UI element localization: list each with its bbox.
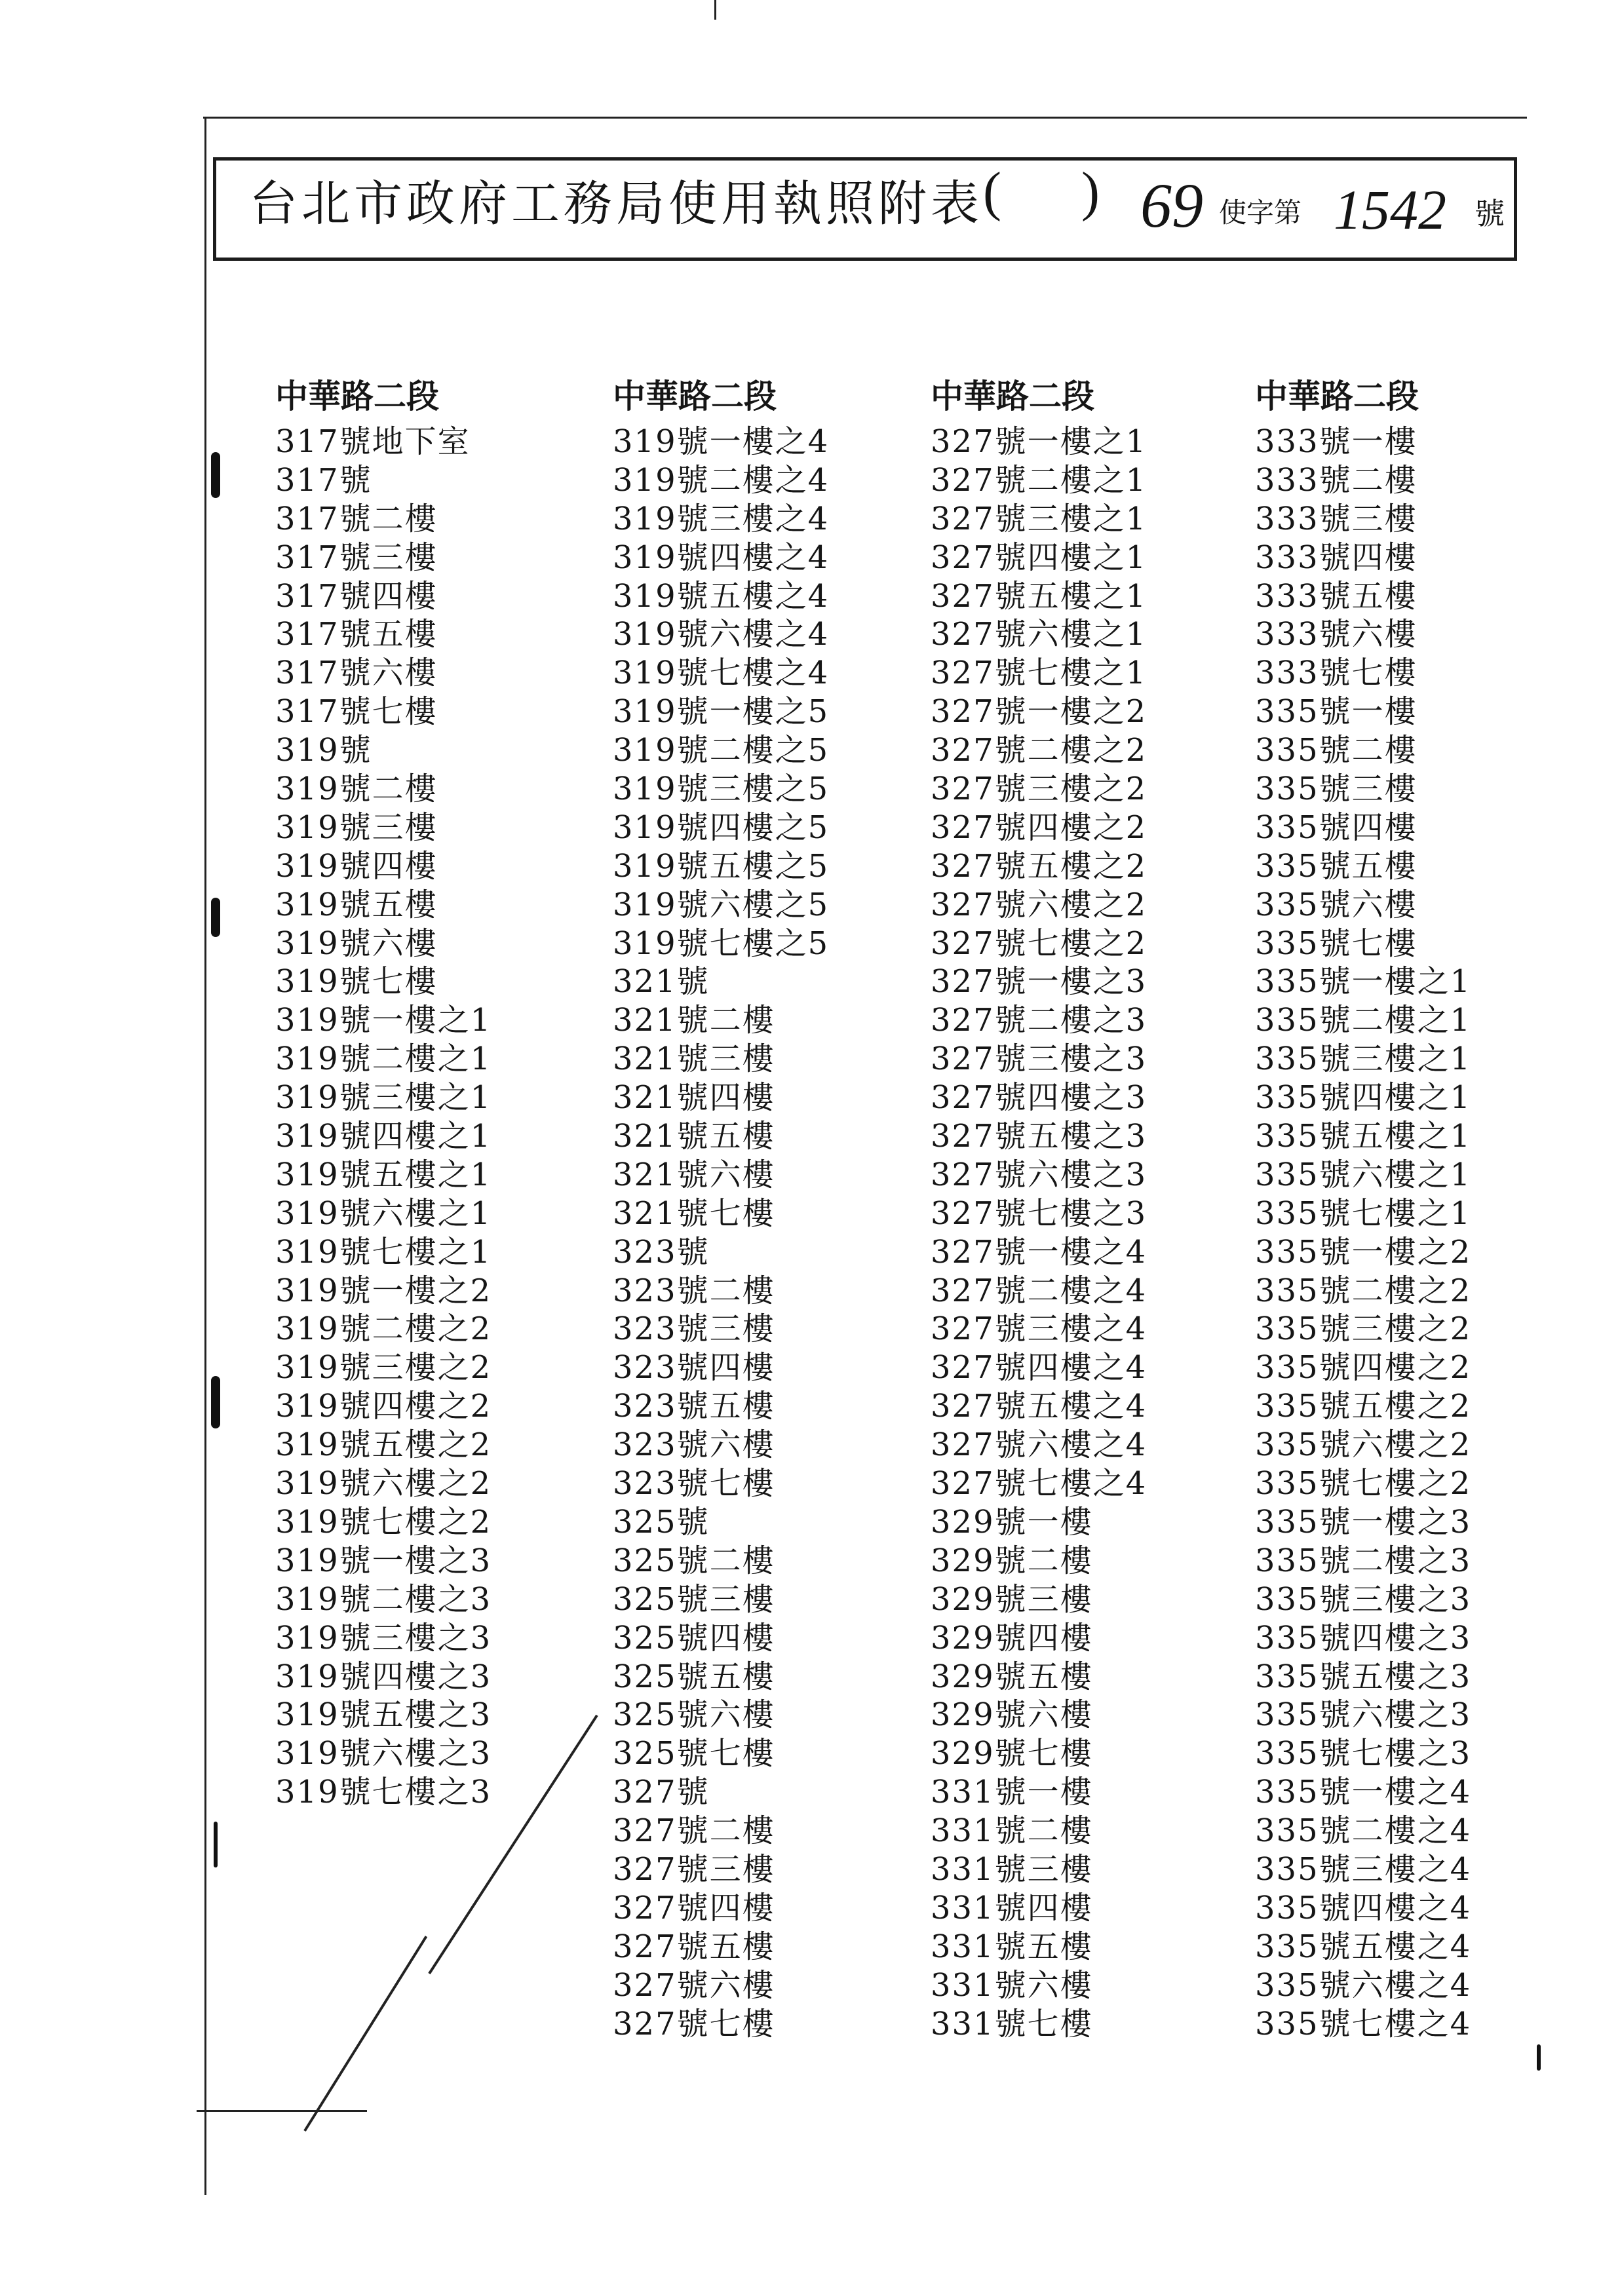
- address-entry: 319號一樓之1: [275, 1002, 492, 1039]
- address-list: [1255, 423, 1471, 2043]
- address-entry: 335號五樓之3: [1255, 1658, 1472, 1695]
- address-entry: 327號一樓之3: [931, 963, 1148, 1001]
- address-entry: 319號二樓之3: [275, 1580, 492, 1618]
- address-entry: 321號三樓: [613, 1041, 775, 1078]
- address-entry: 333號六樓: [1255, 616, 1418, 653]
- address-entry: 335號五樓: [1255, 847, 1418, 885]
- address-entry: 333號三樓: [1255, 500, 1418, 537]
- address-entry: 321號六樓: [613, 1156, 775, 1193]
- address-entry: 335號五樓之1: [1255, 1118, 1472, 1155]
- address-entry: 327號四樓之3: [931, 1079, 1148, 1117]
- address-entry: 327號七樓: [613, 2005, 775, 2042]
- address-entry: 321號四樓: [613, 1079, 775, 1117]
- address-entry: 325號二樓: [613, 1542, 775, 1579]
- address-entry: 323號五樓: [613, 1388, 775, 1425]
- address-entry: 327號六樓: [613, 1966, 775, 2004]
- address-entry: 327號三樓: [613, 1850, 775, 1888]
- address-entry: 329號三樓: [931, 1580, 1093, 1618]
- binding-mark: [211, 452, 220, 498]
- address-entry: 335號七樓之1: [1255, 1195, 1472, 1232]
- address-list: [275, 423, 492, 1812]
- address-entry: 319號七樓: [275, 963, 438, 1001]
- address-entry: 329號七樓: [931, 1735, 1093, 1772]
- address-entry: 335號三樓之1: [1255, 1041, 1472, 1078]
- address-list: [613, 423, 829, 2043]
- address-entry: 335號三樓之4: [1255, 1850, 1472, 1888]
- address-entry: 333號一樓: [1255, 423, 1418, 460]
- address-entry: 327號三樓之4: [931, 1311, 1148, 1348]
- address-entry: 333號七樓: [1255, 655, 1418, 692]
- address-entry: 325號四樓: [613, 1619, 775, 1656]
- address-entry: 319號: [275, 732, 372, 769]
- address-entry: 323號: [613, 1233, 710, 1271]
- address-entry: 319號五樓之2: [275, 1426, 492, 1464]
- address-entry: 333號二樓: [1255, 461, 1418, 499]
- address-entry: 319號七樓之5: [613, 925, 830, 962]
- address-entry: 335號一樓之4: [1255, 1774, 1472, 1811]
- address-entry: 327號七樓之1: [931, 655, 1148, 692]
- address-entry: 325號五樓: [613, 1658, 775, 1695]
- address-entry: 333號四樓: [1255, 539, 1418, 576]
- address-entry: 335號二樓之4: [1255, 1812, 1472, 1850]
- address-entry: 319號一樓之4: [613, 423, 830, 460]
- address-entry: 335號六樓之4: [1255, 1966, 1472, 2004]
- address-entry: 319號三樓之5: [613, 771, 830, 808]
- address-entry: 317號七樓: [275, 693, 438, 731]
- address-entry: 323號七樓: [613, 1465, 775, 1502]
- address-entry: 335號二樓之3: [1255, 1542, 1472, 1579]
- address-entry: 335號四樓之2: [1255, 1349, 1472, 1387]
- address-entry: 319號六樓之2: [275, 1465, 492, 1502]
- address-entry: 319號三樓之4: [613, 500, 830, 537]
- address-entry: 319號四樓之1: [275, 1118, 492, 1155]
- address-entry: 319號二樓之2: [275, 1311, 492, 1348]
- binding-mark: [1537, 2044, 1541, 2071]
- address-entry: 317號四樓: [275, 577, 438, 615]
- address-entry: 325號: [613, 1503, 710, 1540]
- paren-close: ): [1081, 161, 1100, 222]
- address-entry: 331號二樓: [931, 1812, 1093, 1850]
- binding-mark: [211, 1376, 220, 1428]
- address-entry: 319號一樓之2: [275, 1272, 492, 1309]
- address-entry: 335號五樓之4: [1255, 1928, 1472, 1965]
- address-entry: 335號二樓之1: [1255, 1002, 1472, 1039]
- address-entry: 327號二樓之2: [931, 732, 1148, 769]
- address-entry: 319號六樓: [275, 925, 438, 962]
- address-entry: 335號七樓: [1255, 925, 1418, 962]
- column-heading: 中華路二段: [275, 377, 439, 415]
- address-entry: 335號六樓之3: [1255, 1696, 1472, 1734]
- address-entry: 319號三樓之3: [275, 1619, 492, 1656]
- address-entry: 319號四樓之5: [613, 809, 830, 846]
- address-entry: 319號五樓: [275, 886, 438, 923]
- address-entry: 327號五樓之1: [931, 577, 1148, 615]
- address-entry: 319號一樓之5: [613, 693, 830, 731]
- address-entry: 319號四樓之2: [275, 1388, 492, 1425]
- address-entry: 327號五樓之4: [931, 1388, 1148, 1425]
- address-entry: 327號六樓之1: [931, 616, 1148, 653]
- address-entry: 319號七樓之1: [275, 1233, 492, 1271]
- address-entry: 327號五樓: [613, 1928, 775, 1965]
- address-entry: 319號五樓之4: [613, 577, 830, 615]
- address-entry: 331號六樓: [931, 1966, 1093, 2004]
- address-entry: 335號七樓之2: [1255, 1465, 1472, 1502]
- address-entry: 327號三樓之3: [931, 1041, 1148, 1078]
- address-entry: 319號七樓之4: [613, 655, 830, 692]
- address-entry: 335號七樓之3: [1255, 1735, 1472, 1772]
- address-entry: 319號三樓: [275, 809, 438, 846]
- address-entry: 327號七樓之4: [931, 1465, 1148, 1502]
- address-entry: 331號三樓: [931, 1850, 1093, 1888]
- address-entry: 329號一樓: [931, 1503, 1093, 1540]
- address-entry: 319號二樓之5: [613, 732, 830, 769]
- address-entry: 329號六樓: [931, 1696, 1093, 1734]
- address-entry: 327號六樓之2: [931, 886, 1148, 923]
- address-entry: 333號五樓: [1255, 577, 1418, 615]
- column-heading: 中華路二段: [931, 377, 1094, 415]
- address-entry: 319號五樓之5: [613, 847, 830, 885]
- address-entry: 329號二樓: [931, 1542, 1093, 1579]
- paren-open: (: [983, 161, 1001, 222]
- address-entry: 319號三樓之2: [275, 1349, 492, 1387]
- address-entry: 335號六樓之2: [1255, 1426, 1472, 1464]
- address-entry: 335號二樓: [1255, 732, 1418, 769]
- address-entry: 319號三樓之1: [275, 1079, 492, 1117]
- address-entry: 335號四樓: [1255, 809, 1418, 846]
- binding-mark: [211, 898, 220, 937]
- address-entry: 335號六樓: [1255, 886, 1418, 923]
- address-entry: 319號六樓之1: [275, 1195, 492, 1232]
- address-entry: 327號三樓之1: [931, 500, 1148, 537]
- address-entry: 321號: [613, 963, 710, 1001]
- address-entry: 335號七樓之4: [1255, 2005, 1472, 2042]
- address-entry: 327號四樓之2: [931, 809, 1148, 846]
- column-heading: 中華路二段: [613, 377, 777, 415]
- page-title: 台北市政府工務局使用執照附表: [249, 176, 983, 232]
- address-entry: 323號四樓: [613, 1349, 775, 1387]
- address-entry: 325號七樓: [613, 1735, 775, 1772]
- address-entry: 335號一樓之1: [1255, 963, 1472, 1001]
- address-entry: 331號七樓: [931, 2005, 1093, 2042]
- address-entry: 327號七樓之3: [931, 1195, 1148, 1232]
- address-entry: 327號二樓: [613, 1812, 775, 1850]
- address-entry: 319號六樓之5: [613, 886, 830, 923]
- address-entry: 329號五樓: [931, 1658, 1093, 1695]
- address-entry: 319號六樓之4: [613, 616, 830, 653]
- address-entry: 319號一樓之3: [275, 1542, 492, 1579]
- address-entry: 327號二樓之3: [931, 1002, 1148, 1039]
- address-entry: 319號二樓之4: [613, 461, 830, 499]
- address-entry: 335號五樓之2: [1255, 1388, 1472, 1425]
- address-entry: 319號七樓之3: [275, 1774, 492, 1811]
- address-entry: 319號二樓: [275, 771, 438, 808]
- address-entry: 335號二樓之2: [1255, 1272, 1472, 1309]
- address-entry: 335號三樓之3: [1255, 1580, 1472, 1618]
- address-entry: 327號四樓: [613, 1889, 775, 1926]
- top-scan-line: [203, 117, 1527, 119]
- year-handwritten: 69: [1140, 170, 1203, 240]
- address-entry: 321號二樓: [613, 1002, 775, 1039]
- address-entry: 325號六樓: [613, 1696, 775, 1734]
- permit-number-handwritten: 1542: [1334, 178, 1446, 241]
- address-entry: 317號: [275, 461, 372, 499]
- address-entry: 335號一樓之3: [1255, 1503, 1472, 1540]
- address-entry: 327號二樓之1: [931, 461, 1148, 499]
- address-entry: 319號七樓之2: [275, 1503, 492, 1540]
- address-entry: 327號六樓之4: [931, 1426, 1148, 1464]
- address-entry: 327號三樓之2: [931, 771, 1148, 808]
- address-entry: 323號三樓: [613, 1311, 775, 1348]
- address-entry: 319號四樓之4: [613, 539, 830, 576]
- address-entry: 327號一樓之1: [931, 423, 1148, 460]
- address-entry: 327號五樓之2: [931, 847, 1148, 885]
- address-entry: 335號四樓之3: [1255, 1619, 1472, 1656]
- address-entry: 327號五樓之3: [931, 1118, 1148, 1155]
- address-entry: 331號四樓: [931, 1889, 1093, 1926]
- address-entry: 331號一樓: [931, 1774, 1093, 1811]
- address-entry: 319號四樓: [275, 847, 438, 885]
- address-entry: 331號五樓: [931, 1928, 1093, 1965]
- cancellation-stroke: [303, 1936, 427, 2132]
- address-entry: 327號一樓之2: [931, 693, 1148, 731]
- address-entry: 335號四樓之4: [1255, 1889, 1472, 1926]
- address-entry: 327號: [613, 1774, 710, 1811]
- address-entry: 319號六樓之3: [275, 1735, 492, 1772]
- address-entry: 335號四樓之1: [1255, 1079, 1472, 1117]
- address-entry: 335號一樓之2: [1255, 1233, 1472, 1271]
- permit-label: 使字第: [1219, 197, 1302, 229]
- address-entry: 329號四樓: [931, 1619, 1093, 1656]
- top-tick: [714, 0, 716, 20]
- address-entry: 327號六樓之3: [931, 1156, 1148, 1193]
- binding-mark: [214, 1822, 218, 1867]
- address-entry: 317號三樓: [275, 539, 438, 576]
- address-entry: 323號六樓: [613, 1426, 775, 1464]
- address-entry: 317號地下室: [275, 423, 471, 460]
- address-entry: 317號六樓: [275, 655, 438, 692]
- column-heading: 中華路二段: [1255, 377, 1419, 415]
- address-list: [931, 423, 1147, 2043]
- address-entry: 335號三樓之2: [1255, 1311, 1472, 1348]
- address-entry: 327號四樓之4: [931, 1349, 1148, 1387]
- address-entry: 327號七樓之2: [931, 925, 1148, 962]
- address-entry: 335號一樓: [1255, 693, 1418, 731]
- address-entry: 321號五樓: [613, 1118, 775, 1155]
- address-entry: 317號二樓: [275, 500, 438, 537]
- address-entry: 325號三樓: [613, 1580, 775, 1618]
- address-entry: 323號二樓: [613, 1272, 775, 1309]
- address-entry: 319號五樓之3: [275, 1696, 492, 1734]
- address-entry: 321號七樓: [613, 1195, 775, 1232]
- left-border-line: [204, 118, 206, 2195]
- address-entry: 327號一樓之4: [931, 1233, 1148, 1271]
- address-entry: 335號三樓: [1255, 771, 1418, 808]
- address-entry: 319號四樓之3: [275, 1658, 492, 1695]
- address-entry: 317號五樓: [275, 616, 438, 653]
- address-entry: 335號六樓之1: [1255, 1156, 1472, 1193]
- address-entry: 319號二樓之1: [275, 1041, 492, 1078]
- address-entry: 327號四樓之1: [931, 539, 1148, 576]
- address-entry: 319號五樓之1: [275, 1156, 492, 1193]
- number-suffix: 號: [1475, 196, 1505, 231]
- bottom-scan-line: [197, 2110, 367, 2112]
- address-entry: 327號二樓之4: [931, 1272, 1148, 1309]
